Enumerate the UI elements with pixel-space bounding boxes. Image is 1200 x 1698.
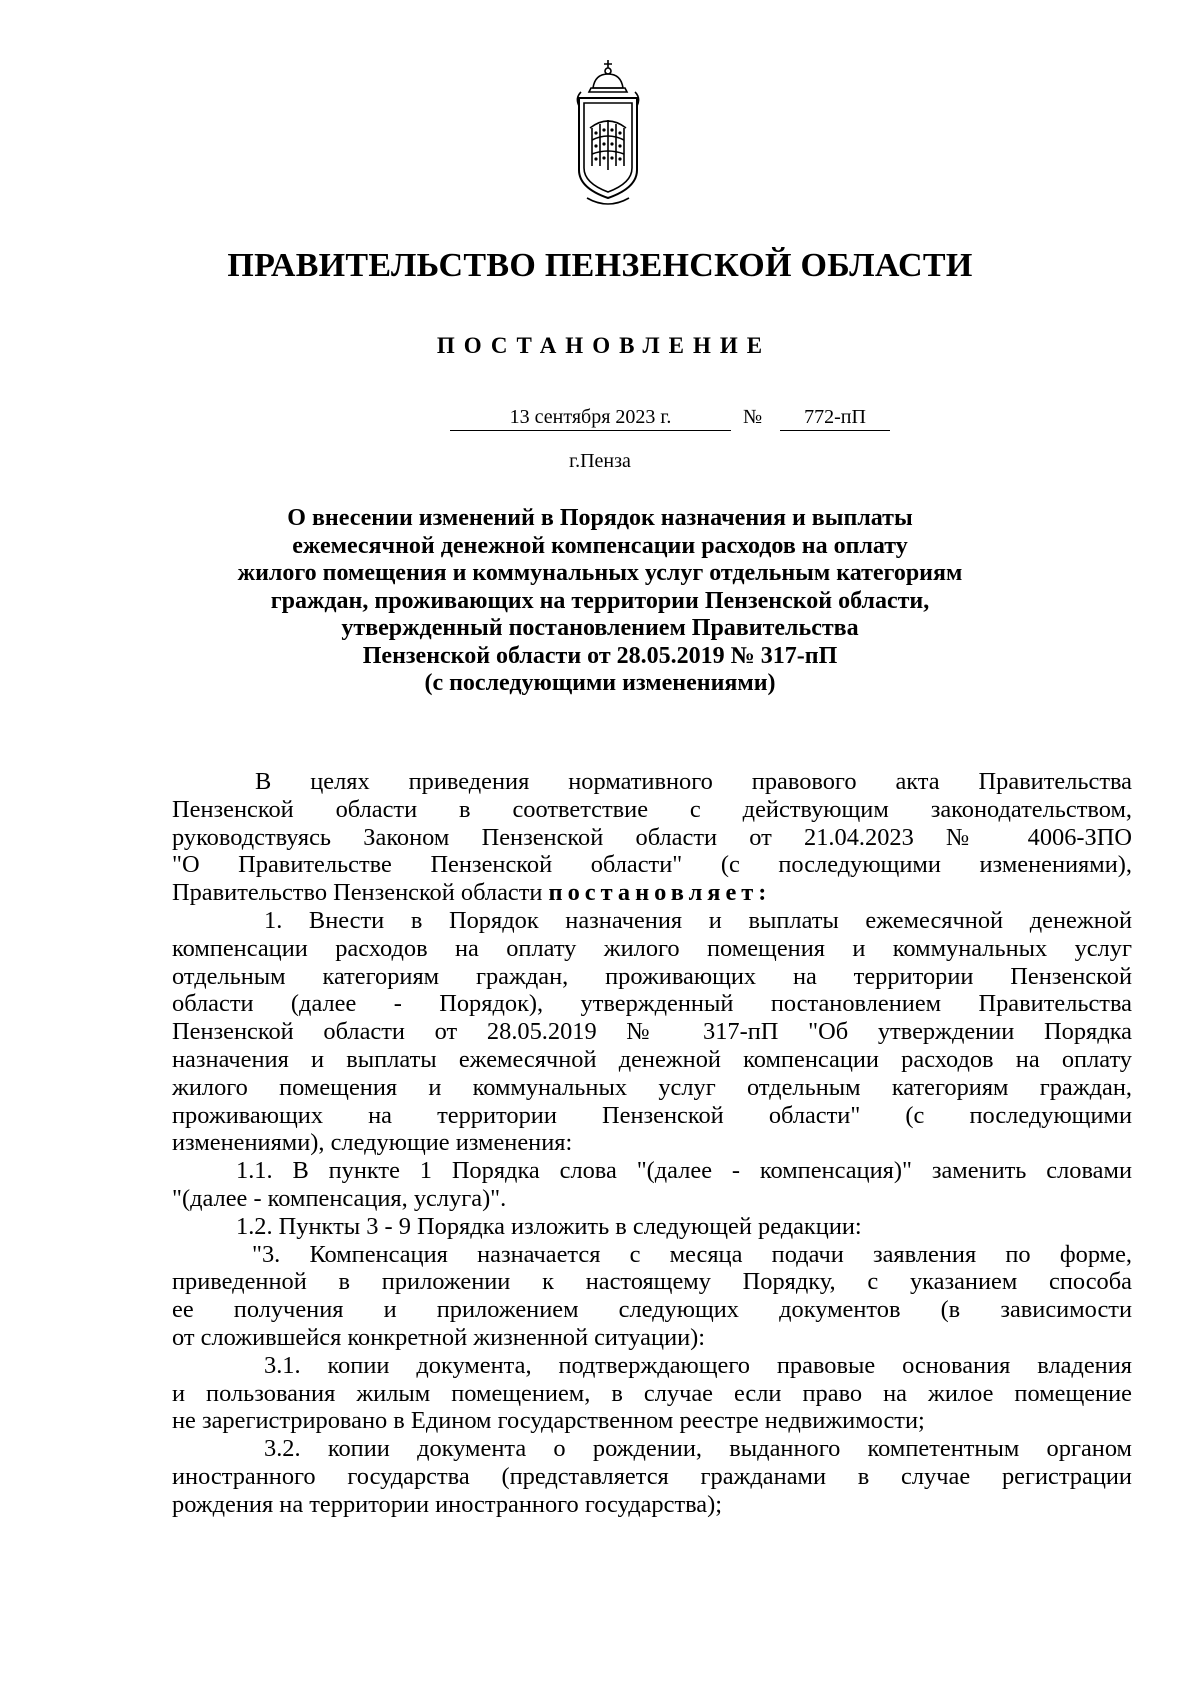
- number-sign: №: [743, 406, 763, 428]
- body-line: компенсации расходов на оплату жилого помещения и коммунальных услуг: [172, 934, 1132, 962]
- body-line: 1. Внести в Порядок назначения и выплаты ежемесячной денежной: [264, 906, 1132, 934]
- body-line: 1.2. Пункты 3 - 9 Порядка изложить в следующей редакции:: [236, 1212, 862, 1240]
- body-line: "(далее - компенсация, услуга)".: [172, 1184, 507, 1212]
- body-line: отдельным категориям граждан, проживающих на территории Пензенской: [172, 962, 1132, 990]
- document-type: ПОСТАНОВЛЕНИЕ: [436, 333, 772, 358]
- heading-line: граждан, проживающих на территории Пензенской области,: [270, 587, 930, 614]
- heading-line: утвержденный постановлением Правительства: [341, 615, 859, 641]
- body-line: руководствуясь Законом Пензенской области от 21.04.2023 № 4006-ЗПО: [172, 823, 1132, 851]
- body-line: жилого помещения и коммунальных услуг отдельным категориям граждан,: [172, 1073, 1132, 1101]
- body-line: проживающих на территории Пензенской области" (с последующими: [172, 1101, 1132, 1129]
- heading-line: (с последующими изменениями): [424, 670, 776, 696]
- document-body: [172, 768, 1132, 1519]
- heading-line: жилого помещения и коммунальных услуг отдельным категориям: [237, 560, 963, 586]
- body-line: и пользования жилым помещением, в случае если право на жилое помещение: [172, 1379, 1132, 1407]
- body-line: "О Правительстве Пензенской области" (с последующими изменениями),: [172, 851, 1132, 879]
- body-line: [172, 879, 1132, 907]
- heading-line: ежемесячной денежной компенсации расходов на оплату: [292, 532, 908, 559]
- document-heading: [170, 505, 1030, 698]
- body-line: от сложившейся конкретной жизненной ситуации):: [172, 1323, 706, 1351]
- heading-line: О внесении изменений в Порядок назначения и выплаты: [287, 505, 913, 531]
- body-line: рождения на территории иностранного государства);: [172, 1490, 723, 1518]
- heading-line: Пензенской области от 28.05.2019 № 317-пП: [362, 642, 838, 669]
- body-line: не зарегистрировано в Едином государственном реестре недвижимости;: [172, 1407, 925, 1435]
- body-line: 3.1. копии документа, подтверждающего правовые основания владения: [264, 1351, 1132, 1379]
- body-line: 3.2. копии документа о рождении, выданного компетентным органом: [264, 1435, 1132, 1463]
- resolves-keyword: постановляет:: [548, 879, 772, 907]
- body-line: 1.1. В пункте 1 Порядка слова "(далее - компенсация)" заменить словами: [236, 1157, 1132, 1185]
- body-line: В целях приведения нормативного правового акта Правительства: [255, 768, 1132, 795]
- body-line: приведенной в приложении к настоящему Порядку, с указанием способа: [172, 1268, 1132, 1296]
- body-line: Пензенской области в соответствие с действующим законодательством,: [172, 795, 1132, 823]
- body-line: иностранного государства (представляется гражданами в случае регистрации: [172, 1462, 1132, 1490]
- document-number: 772-пП: [780, 406, 890, 431]
- organization-title: ПРАВИТЕЛЬСТВО ПЕНЗЕНСКОЙ ОБЛАСТИ: [227, 247, 973, 284]
- body-line: назначения и выплаты ежемесячной денежной компенсации расходов на оплату: [172, 1045, 1132, 1073]
- coat-of-arms-icon: [567, 58, 649, 212]
- body-line: изменениями), следующие изменения:: [172, 1129, 573, 1157]
- body-line: области (далее - Порядок), утвержденный постановлением Правительства: [172, 990, 1132, 1018]
- city: г.Пенза: [569, 450, 631, 472]
- body-line-text: Правительство Пензенской области: [172, 879, 549, 907]
- body-line: "3. Компенсация назначается с месяца подачи заявления по форме,: [252, 1240, 1132, 1268]
- body-line: ее получения и приложением следующих документов (в зависимости: [172, 1296, 1132, 1324]
- body-line: Пензенской области от 28.05.2019 № 317-пП "Об утверждении Порядка: [172, 1018, 1132, 1046]
- document-date: 13 сентября 2023 г.: [450, 406, 731, 431]
- date-number-line: [450, 406, 890, 436]
